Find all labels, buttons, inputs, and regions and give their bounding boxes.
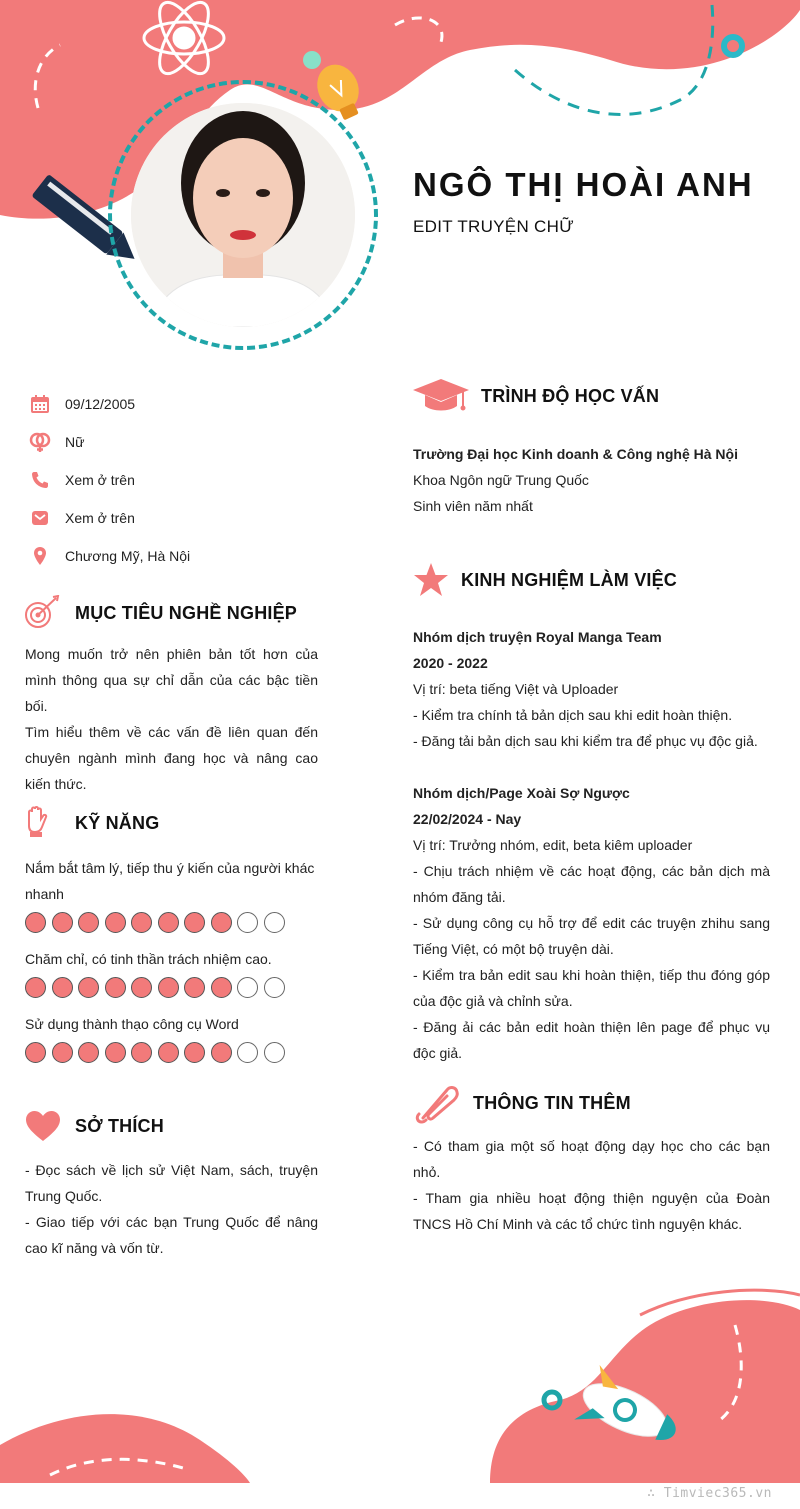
job-desc: - Đăng ải các bản edit hoàn thiện lên page để phục vụ độc giả.: [413, 1019, 770, 1061]
candidate-name: NGÔ THỊ HOÀI ANH: [413, 166, 754, 203]
job-role: Vị trí: Trưởng nhóm, edit, beta kiêm uploader: [413, 837, 693, 853]
rating-dot-filled: [184, 977, 205, 998]
skill-name: Chăm chỉ, có tinh thần trách nhiệm cao.: [25, 951, 272, 967]
rating-dot-filled: [158, 1042, 179, 1063]
skill-rating: [25, 977, 318, 998]
rating-dot-filled: [78, 1042, 99, 1063]
rating-dot-empty: [264, 912, 285, 933]
job-desc: - Sử dụng công cụ hỗ trợ để edit các truyện zhihu sang Tiếng Việt, có một bộ truyện dài.: [413, 915, 770, 957]
objective-heading: [23, 595, 297, 631]
mint-dot: [303, 51, 321, 69]
job-desc: - Đăng tải bản dịch sau khi kiểm tra để phục vụ độc giả.: [413, 733, 758, 749]
job-org: Nhóm dịch/Page Xoài Sợ Ngược: [413, 785, 630, 801]
gender-value: Nữ: [65, 434, 85, 450]
hobbies-text: [25, 1157, 318, 1261]
rating-dot-filled: [184, 912, 205, 933]
rating-dot-filled: [211, 912, 232, 933]
skill-item: [25, 855, 318, 933]
star-icon: [413, 562, 449, 598]
rating-dot-filled: [131, 1042, 152, 1063]
rating-dot-empty: [264, 1042, 285, 1063]
skills-title: KỸ NĂNG: [75, 812, 160, 833]
avatar-frame: [108, 80, 378, 350]
objective-title: MỤC TIÊU NGHỀ NGHIỆP: [75, 602, 298, 623]
rating-dot-filled: [78, 977, 99, 998]
rating-dot-filled: [52, 977, 73, 998]
extra-item: - Có tham gia một số hoạt động dạy học cho các bạn nhỏ.: [413, 1138, 770, 1180]
email-value[interactable]: Xem ở trên: [65, 510, 135, 526]
education-heading: [413, 376, 659, 416]
gender-icon: [28, 430, 52, 454]
avatar-photo: [131, 103, 355, 327]
rating-dot-filled: [131, 977, 152, 998]
rating-dot-filled: [52, 1042, 73, 1063]
rating-dot-filled: [105, 1042, 126, 1063]
email-icon: [28, 506, 52, 530]
contact-birthday: [28, 385, 328, 423]
hobbies-title: SỞ THÍCH: [75, 1115, 164, 1136]
rating-dot-empty: [237, 1042, 258, 1063]
rating-dot-filled: [105, 977, 126, 998]
skill-name: Nắm bắt tâm lý, tiếp thu ý kiến của người khác nhanh: [25, 860, 315, 902]
job-role: Vị trí: beta tiếng Việt và Uploader: [413, 681, 619, 697]
job-period: 2020 - 2022: [413, 655, 488, 671]
target-icon: [23, 595, 61, 631]
contact-gender: [28, 423, 328, 461]
extra-item: - Tham gia nhiều hoạt động thiện nguyện của Đoàn TNCS Hồ Chí Minh và các tổ chức tình nguyện khác.: [413, 1190, 770, 1232]
job-title: EDIT TRUYỆN CHỮ: [413, 217, 575, 236]
heart-icon: [25, 1110, 61, 1142]
job-entry: [413, 780, 770, 1066]
contact-email: [28, 499, 328, 537]
hand-icon: [25, 806, 61, 840]
rating-dot-filled: [211, 977, 232, 998]
hobby-2: - Giao tiếp với các bạn Trung Quốc để nâng cao kĩ năng và vốn từ.: [25, 1214, 318, 1256]
rating-dot-filled: [158, 912, 179, 933]
contact-list: [28, 385, 328, 575]
objective-text: [25, 641, 318, 797]
contact-address: [28, 537, 328, 575]
address-value: Chương Mỹ, Hà Nội: [65, 548, 191, 564]
hobby-1: - Đọc sách về lịch sử Việt Nam, sách, truyện Trung Quốc.: [25, 1162, 318, 1204]
skill-rating: [25, 1042, 318, 1063]
skills-list: [25, 855, 318, 1063]
job-org: Nhóm dịch truyện Royal Manga Team: [413, 629, 662, 645]
teal-ring-bottom: [544, 1392, 560, 1408]
job-period: 22/02/2024 - Nay: [413, 811, 522, 827]
birthday-value: 09/12/2005: [65, 396, 136, 412]
paperclip-icon: [413, 1082, 461, 1124]
objective-p2: Tìm hiểu thêm về các vấn đề liên quan đến chuyên ngành mình đang học và nâng cao kiến thức.: [25, 724, 318, 792]
phone-value[interactable]: Xem ở trên: [65, 472, 135, 488]
education-body: [413, 441, 770, 519]
extra-heading: [413, 1082, 631, 1124]
skill-rating: [25, 912, 318, 933]
skills-heading: [25, 806, 159, 840]
faculty: Khoa Ngôn ngữ Trung Quốc: [413, 472, 589, 488]
rating-dot-filled: [25, 1042, 46, 1063]
rating-dot-filled: [52, 912, 73, 933]
rating-dot-empty: [237, 912, 258, 933]
study-status: Sinh viên năm nhất: [413, 498, 533, 514]
rating-dot-filled: [25, 977, 46, 998]
education-title: TRÌNH ĐỘ HỌC VẤN: [481, 385, 660, 406]
experience-heading: [413, 562, 677, 598]
phone-icon: [28, 468, 52, 492]
graduation-cap-icon: [413, 376, 469, 416]
rating-dot-filled: [158, 977, 179, 998]
hobbies-heading: [25, 1110, 164, 1142]
rating-dot-filled: [78, 912, 99, 933]
location-pin-icon: [28, 544, 52, 568]
experience-title: KINH NGHIỆM LÀM VIỆC: [461, 569, 678, 590]
objective-p1: Mong muốn trở nên phiên bản tốt hơn của mình thông qua sự chỉ dẫn của các bậc tiền bối.: [25, 646, 318, 714]
contact-phone: [28, 461, 328, 499]
rating-dot-filled: [25, 912, 46, 933]
skill-name: Sử dụng thành thạo công cụ Word: [25, 1016, 239, 1032]
school-name: Trường Đại học Kinh doanh & Công nghệ Hà Nội: [413, 446, 738, 462]
watermark: ∴ Timviec365.vn: [647, 1486, 772, 1501]
pink-blob-bottom-left: [0, 1414, 250, 1483]
job-desc: - Kiểm tra bản edit sau khi hoàn thiện, tiếp thu đóng góp của độc giả và chỉnh sửa.: [413, 967, 770, 1009]
rating-dot-empty: [264, 977, 285, 998]
rating-dot-filled: [211, 1042, 232, 1063]
skill-item: [25, 946, 318, 998]
rating-dot-filled: [105, 912, 126, 933]
rating-dot-empty: [237, 977, 258, 998]
job-entry: [413, 624, 770, 754]
rating-dot-filled: [131, 912, 152, 933]
job-desc: - Chịu trách nhiệm về các hoạt động, các bản dịch mà nhóm đăng tải.: [413, 863, 770, 905]
skill-item: [25, 1011, 318, 1063]
extra-title: THÔNG TIN THÊM: [473, 1092, 631, 1113]
pink-blob-bottom-right: [490, 1300, 800, 1483]
calendar-icon: [28, 392, 52, 416]
rating-dot-filled: [184, 1042, 205, 1063]
experience-body: [413, 624, 770, 1066]
footer-decoration: [0, 1270, 800, 1509]
extra-body: [413, 1133, 770, 1237]
job-desc: - Kiểm tra chính tả bản dịch sau khi edit hoàn thiện.: [413, 707, 733, 723]
